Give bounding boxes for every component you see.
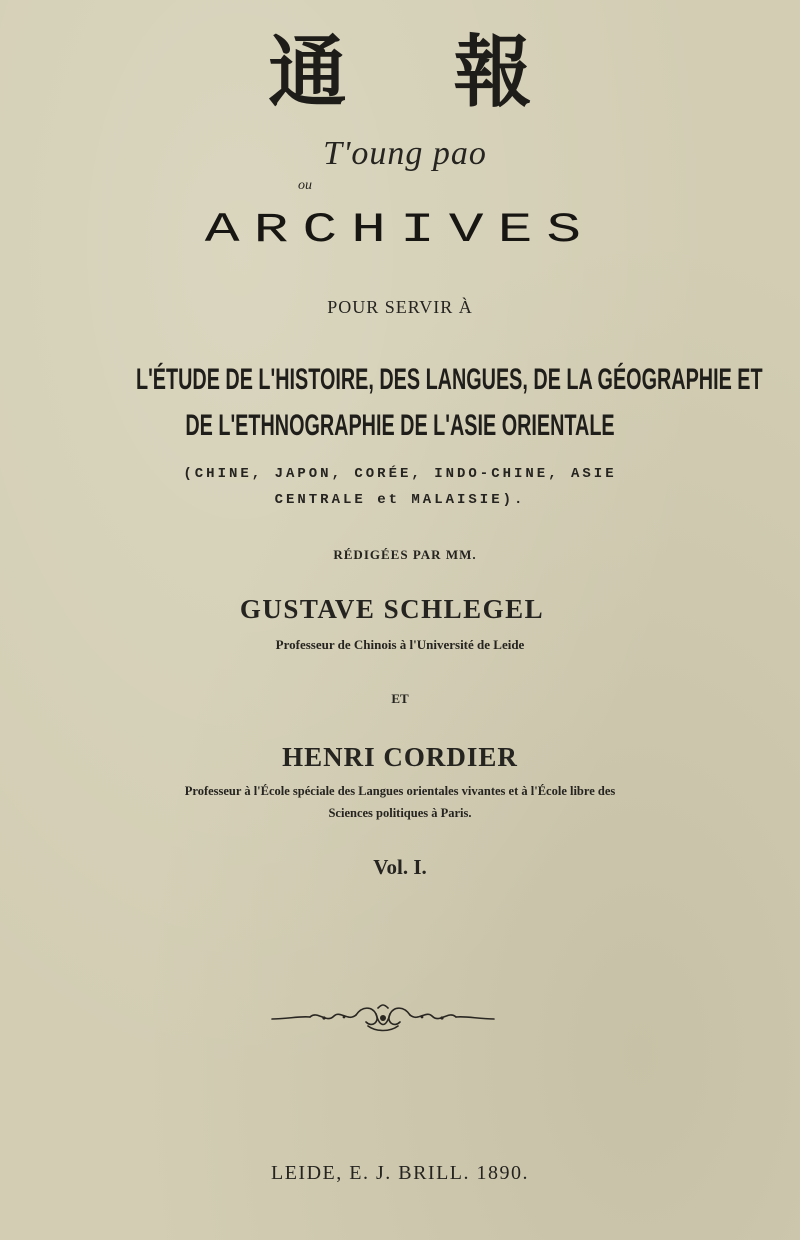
volume-number: Vol. I. [373, 855, 427, 879]
subtitle-line-2: DE L'ETHNOGRAPHIE DE L'ASIE ORIENTALE [185, 409, 615, 442]
title-ou: ou [298, 178, 312, 193]
editor-2-name: HENRI CORDIER [282, 742, 518, 772]
decorative-ornament-icon [268, 1002, 498, 1036]
editor-2-title-line-1: Professeur à l'École spéciale des Langues orientales vivantes et à l'École libre des [184, 784, 616, 798]
subtitle-line-1: L'ÉTUDE DE L'HISTOIRE, DES LANGUES, DE LA GÉOGRAPHIE ET [136, 363, 763, 396]
editor-1-name: GUSTAVE SCHLEGEL [239, 594, 545, 624]
editor-1-title: Professeur de Chinois à l'Université de Leide [275, 637, 525, 652]
romanized-title: T'oung pao [323, 135, 487, 172]
editor-2-title-line-2: Sciences politiques à Paris. [328, 806, 472, 820]
chinese-title: 通 報 [268, 28, 572, 118]
regions-line-2: CENTRALE et MALAISIE). [274, 492, 526, 508]
main-title: ARCHIVES [204, 207, 596, 255]
redigees-par: RÉDIGÉES PAR MM. [333, 547, 477, 562]
publisher-imprint: LEIDE, E. J. BRILL. 1890. [270, 1162, 530, 1184]
subtitle-pour-servir: POUR SERVIR À [327, 297, 473, 317]
conjunction-et: ET [391, 691, 409, 706]
regions-line-1: (CHINE, JAPON, CORÉE, INDO-CHINE, ASIE [183, 466, 617, 482]
